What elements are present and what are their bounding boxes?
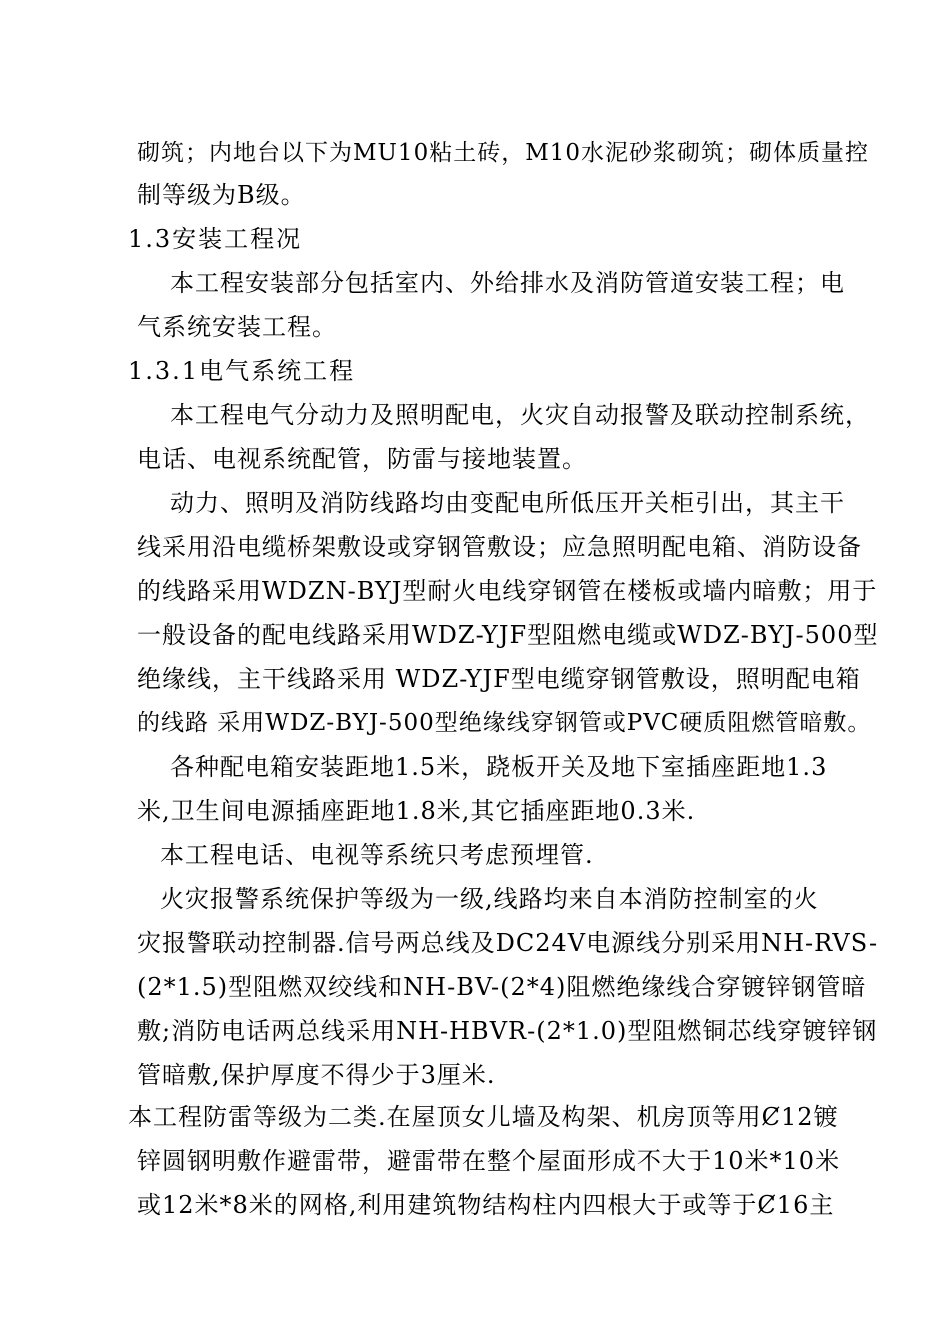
- text-line: 本工程电话、电视等系统只考虑预埋管.: [160, 841, 594, 869]
- text-line: 锌圆钢明敷作避雷带，避雷带在整个屋面形成不大于10米*10米: [137, 1147, 841, 1175]
- text-line: 敷;消防电话两总线采用NH-HBVR-(2*1.0)型阻燃铜芯线穿镀锌钢: [137, 1017, 878, 1045]
- text-line: 动力、照明及消防线路均由变配电所低压开关柜引出，其主干: [170, 489, 845, 517]
- text-line: 火灾报警系统保护等级为一级,线路均来自本消防控制室的火: [160, 885, 819, 913]
- text-line: 砌筑；内地台以下为MU10粘土砖，M10水泥砂浆砌筑；砌体质量控: [137, 140, 870, 166]
- text-line: 的线路采用WDZN-BYJ型耐火电线穿钢管在楼板或墙内暗敷；用于: [137, 577, 878, 605]
- text-line: 制等级为B级。: [137, 181, 306, 209]
- text-line: 一般设备的配电线路采用WDZ-YJF型阻燃电缆或WDZ-BYJ-500型: [137, 621, 879, 649]
- text-line: 灾报警联动控制器.信号两总线及DC24V电源线分别采用NH-RVS-: [137, 929, 879, 957]
- text-line: 米,卫生间电源插座距地1.8米,其它插座距地0.3米.: [137, 797, 696, 825]
- text-line: 各种配电箱安装距地1.5米，跷板开关及地下室插座距地1.3: [170, 753, 828, 781]
- section-heading: 1.3.1电气系统工程: [128, 357, 356, 385]
- text-line: 本工程电气分动力及照明配电，火灾自动报警及联动控制系统，: [170, 401, 870, 429]
- text-line: 或12米*8米的网格,利用建筑物结构柱内四根大于或等于Ȼ16主: [137, 1191, 835, 1219]
- text-line: 本工程安装部分包括室内、外给排水及消防管道安装工程；电: [170, 269, 845, 297]
- text-line: 本工程防雷等级为二类.在屋顶女儿墙及构架、机房顶等用Ȼ12镀: [128, 1103, 839, 1131]
- text-line: 绝缘线，主干线路采用 WDZ-YJF型电缆穿钢管敷设，照明配电箱: [137, 665, 861, 693]
- section-heading: 1.3安装工程况: [128, 225, 303, 253]
- text-line: 线采用沿电缆桥架敷设或穿钢管敷设；应急照明配电箱、消防设备: [137, 533, 862, 561]
- text-line: 电话、电视系统配管，防雷与接地装置。: [137, 445, 587, 473]
- text-line: 气系统安装工程。: [137, 313, 337, 341]
- text-line: (2*1.5)型阻燃双绞线和NH-BV-(2*4)阻燃绝缘线合穿镀锌钢管暗: [137, 973, 867, 1001]
- text-line: 管暗敷,保护厚度不得少于3厘米.: [137, 1061, 496, 1089]
- text-line: 的线路 采用WDZ-BYJ-500型绝缘线穿钢管或PVC硬质阻燃管暗敷。: [137, 710, 872, 736]
